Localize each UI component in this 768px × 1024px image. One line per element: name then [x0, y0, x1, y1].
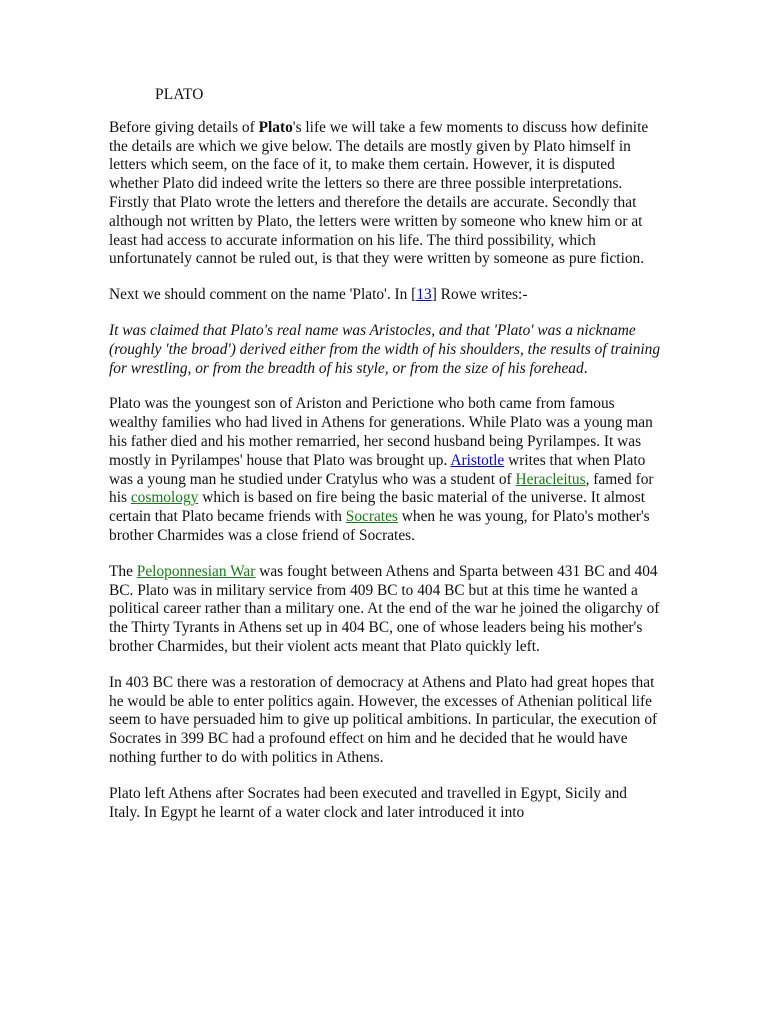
reference-link-13[interactable]: 13 [416, 286, 432, 304]
text-span: The [109, 562, 137, 580]
text-span: which is based on fire being the basic material of the universe. It almost certain that Plato became friends with [109, 489, 645, 526]
link-socrates[interactable]: Socrates [345, 508, 398, 526]
text-span: Before giving details of [109, 118, 259, 136]
document-page [109, 86, 661, 839]
paragraph-youth [109, 395, 661, 545]
quote-block [109, 322, 661, 378]
bold-plato: Plato [258, 118, 293, 136]
paragraph-democracy: In 403 BC there was a restoration of democracy at Athens and Plato had great hopes that he would be able to enter politics again. However, the excesses of Athenian political life seem to have persuaded him to give up political ambitions. In particular, the execution of Socrates in 399 BC had a profound effect on him and he decided that he would have nothing further to do with politics in Athens. [109, 673, 658, 766]
paragraph-name [109, 286, 661, 305]
link-peloponnesian-war[interactable]: Peloponnesian War [136, 562, 256, 580]
text-span: was fought between Athens and Sparta between 431 BC and 404 BC. Plato was in military service from 409 BC to 404 BC but at this time he wanted a political career rather than a military one. At the end of the war he joined the oligarchy of the Thirty Tyrants in Athens set up in 404 BC, one of whose leaders being his mother's brother Charmides, but their violent acts meant that Plato quickly left. [109, 562, 660, 655]
page-title: PLATO [155, 86, 204, 103]
text-span: Next we should comment on the name 'Plato'. In [ [109, 286, 417, 304]
text-span: ] Rowe writes:- [431, 286, 528, 304]
text-span: 's life we will take a few moments to discuss how definite the details are which we give below. The details are mostly given by Plato himself in letters which seem, on the face of it, to make them certain. However, it is disputed whether Plato did indeed write the letters so there are three possible interpretations. Firstly that Plato wrote the letters and therefore the details are accurate. Secondly that although not written by Plato, the letters were written by someone who knew him or at least had access to accurate information on his life. The third possibility, which unfortunately cannot be ruled out, is that they were written by someone as pure fiction. [109, 118, 649, 268]
quote-end: . [583, 359, 588, 377]
text-span: when he was young, for Plato's mother's brother Charmides was a close friend of Socrates. [109, 508, 650, 544]
link-cosmology[interactable]: cosmology [130, 489, 199, 507]
quote-text: It was claimed that Plato's real name was Aristocles, and that 'Plato' was a nickname (roughly 'the broad') derived either from the width of his shoulders, the results of training for wrestling, or from the breadth of his style, or from the size of his forehead [109, 321, 661, 377]
text-span: writes that when Plato was a young man he studied under Cratylus who was a student of [109, 451, 646, 488]
text-span: Plato was the youngest son of Ariston and Perictione who both came from famous wealthy families who had lived in Athens for generations. While Plato was a young man his father died and his mother remarried, her second husband being Pyrilampes. It was mostly in Pyrilampes' house that Plato was brought up. [109, 395, 653, 469]
paragraph-travels: Plato left Athens after Socrates had been executed and travelled in Egypt, Sicily and Italy. In Egypt he learnt of a water clock and later introduced it into [109, 784, 627, 821]
text-span: , famed for his [109, 470, 654, 507]
paragraph-intro [109, 119, 661, 269]
link-heracleitus[interactable]: Heracleitus [515, 470, 586, 488]
link-aristotle[interactable]: Aristotle [450, 451, 505, 469]
paragraph-war [109, 563, 661, 657]
